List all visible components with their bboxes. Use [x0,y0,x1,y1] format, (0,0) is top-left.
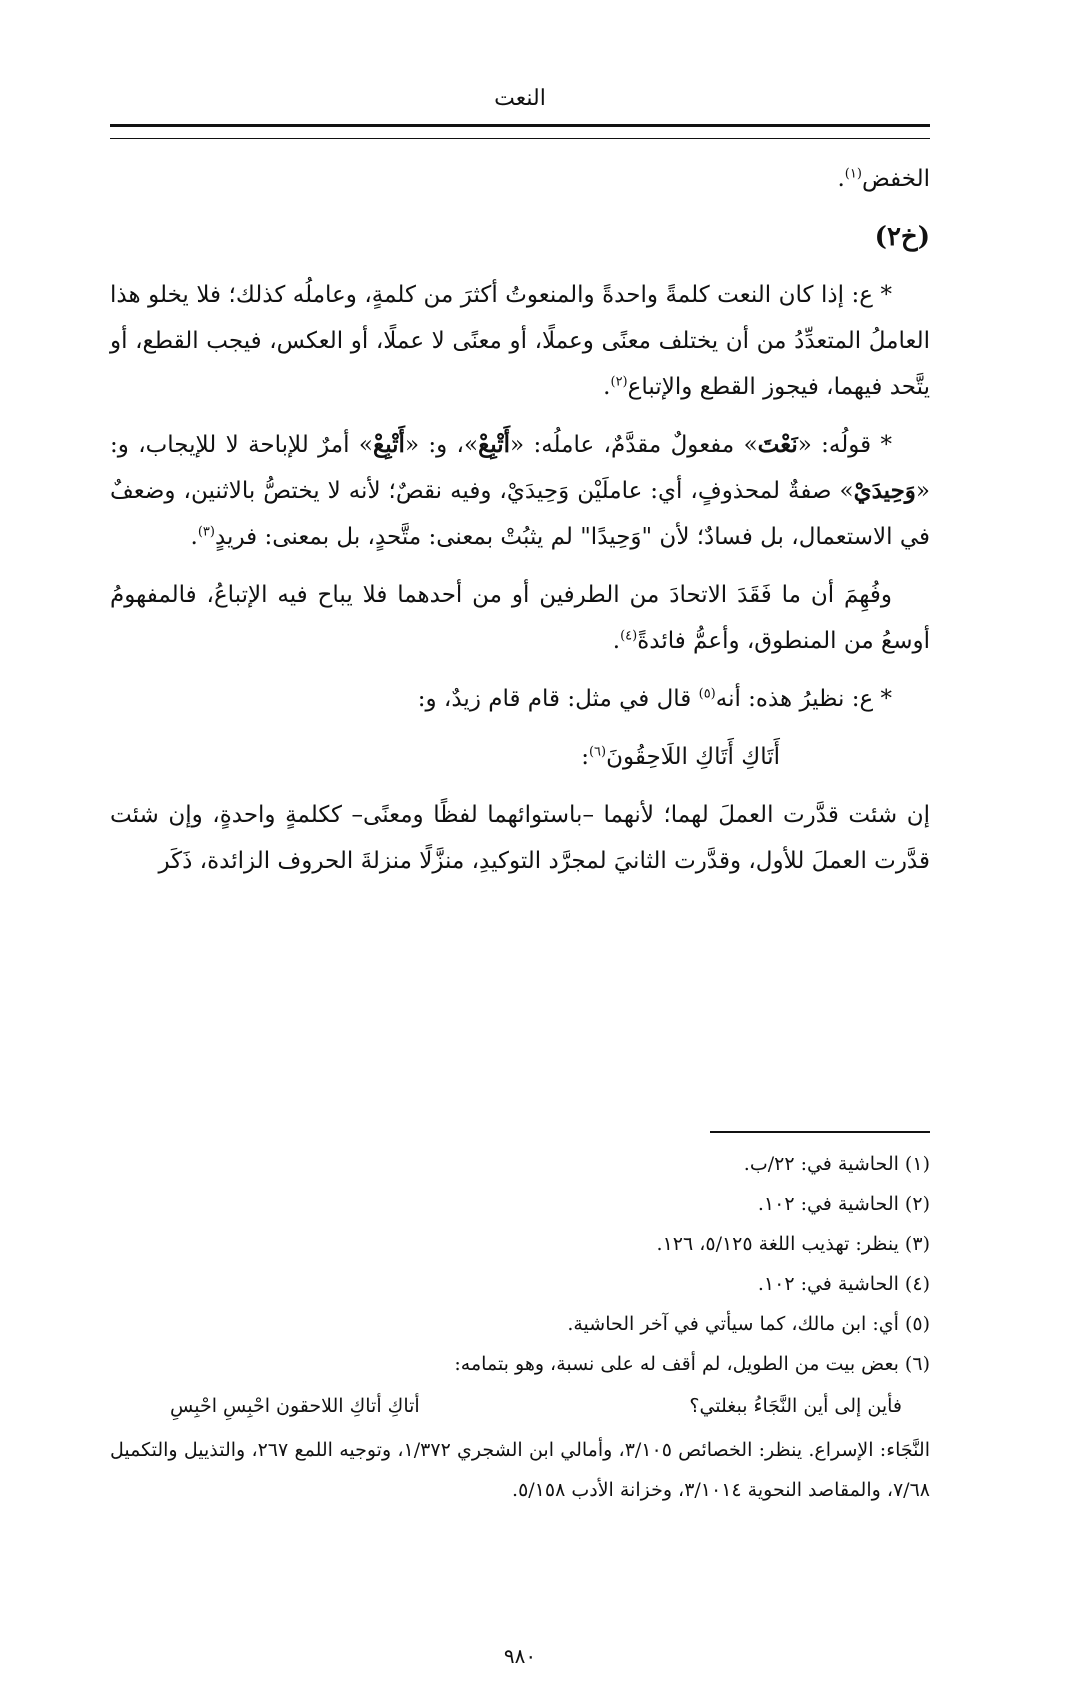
footnote-separator [710,1131,930,1133]
header-rule-thin [110,138,930,139]
footnotes [110,1144,930,1510]
bold-term: أَتْبِعْ [372,431,405,458]
paragraph: * قولُه: «نَعْتَ» مفعولٌ مقدَّمٌ، عاملُه: «أَتْبِعْ»، و: «أَتْبِعْ» أمرٌ للإباحة لا للإيجاب، و: «وَحِيدَيْ» صفةٌ لمحذوفٍ، أي: عاملَيْن وَحِيدَيْ، وفيه نقصٌ؛ لأنه لا يختصُّ بالاثنين، وضعفٌ في الاستعمال، بل فسادٌ؛ لأن "وَحِيدًا" لم يثبُتْ بمعنى: متَّحدٍ، بل بمعنى: فريدٍ$^{(٣)}$. [110,431,930,550]
footnote-4: (٤) الحاشية في: ١٠٢. [757,1273,930,1295]
page-number: ٩٨٠ [503,1644,537,1668]
footnote-ref: (٣) [197,524,215,540]
footnote-3: (٣) ينظر: تهذيب اللغة ٥/١٢٥، ١٢٦. [656,1233,930,1255]
running-title: النعت [494,86,546,111]
paragraph-continuation: الخفض$^{(١)}$. [837,166,930,192]
footnote-ref: (٥) [698,686,716,702]
header-rule-thick [110,124,930,127]
paragraph: * ع: نظيرُ هذه: أنه$^{(٥)}$ قال في مثل: قام قام زيدٌ، و: [417,686,892,712]
footnote-2: (٢) الحاشية في: ١٠٢. [757,1193,930,1215]
footnote-1: (١) الحاشية في: ٢٢/ب. [743,1153,930,1175]
paragraph: وفُهِمَ أن ما فَقَدَ الاتحادَ من الطرفين أو من أحدهما فلا يباح فيه الإتباعُ، فالمفهومُ أوسعُ من المنطوق، وأعمُّ فائدةً$^{(٤)}$. [110,582,930,654]
section-heading: (خ٢) [874,222,930,252]
verse-quote: أَتَاكِ أَتَاكِ اللَاحِقُونَ$^{(٦)}$: [581,744,780,770]
footnote-5: (٥) أي: ابن مالك، كما سيأتي في آخر الحاشية. [567,1313,930,1335]
footnote-ref: (٤) [620,628,638,644]
bold-term: أَتْبِعْ [478,431,511,458]
poem-first-hemistich: فأين إلى أين النَّجَاءُ ببغلتي؟ [689,1395,902,1417]
paragraph: إن شئت قدَّرت العملَ لهما؛ لأنهما –باستوائهما لفظًا ومعنًى– ككلمةٍ واحدةٍ، وإن شئت قدَّرت العملَ للأول، وقدَّرت الثانيَ لمجرَّد التوكيدِ، منزَّلًا منزلةَ الحروف الزائدة، ذَكَر [110,802,930,874]
footnote-ref: (٢) [610,374,628,390]
footnote-ref: (٦) [588,744,607,760]
main-text [110,156,930,896]
paragraph: * ع: إذا كان النعت كلمةً واحدةً والمنعوتُ أكثرَ من كلمةٍ، وعاملُه كذلك؛ فلا يخلو هذا العاملُ المتعدِّدُ من أن يختلف معنًى وعملًا، أو معنًى لا عملًا، أو العكس، فيجب القطع، أو يتَّحد فيهما، فيجوز القطع والإتباع$^{(٢)}$. [110,282,930,400]
poem-line [110,1386,930,1426]
footnote-6-continuation: النَّجَاء: الإسراع. ينظر: الخصائص ٣/١٠٥، وأمالي ابن الشجري ١/٣٧٢، وتوجيه اللمع ٢٦٧، والتذييل والتكميل ٧/٦٨، والمقاصد النحوية ٣/١٠١٤، وخزانة الأدب ٥/١٥٨. [110,1439,930,1501]
footnote-ref: (١) [844,166,862,182]
bold-term: وَحِيدَيْ [853,477,916,504]
footnote-6: (٦) بعض بيت من الطويل، لم أقف له على نسبة، وهو بتمامه: [454,1353,930,1375]
poem-second-hemistich: أتاكِ أتاكِ اللاحقون احْبِسِ احْبِسِ [170,1395,420,1417]
bold-term: نَعْتَ [757,431,798,458]
